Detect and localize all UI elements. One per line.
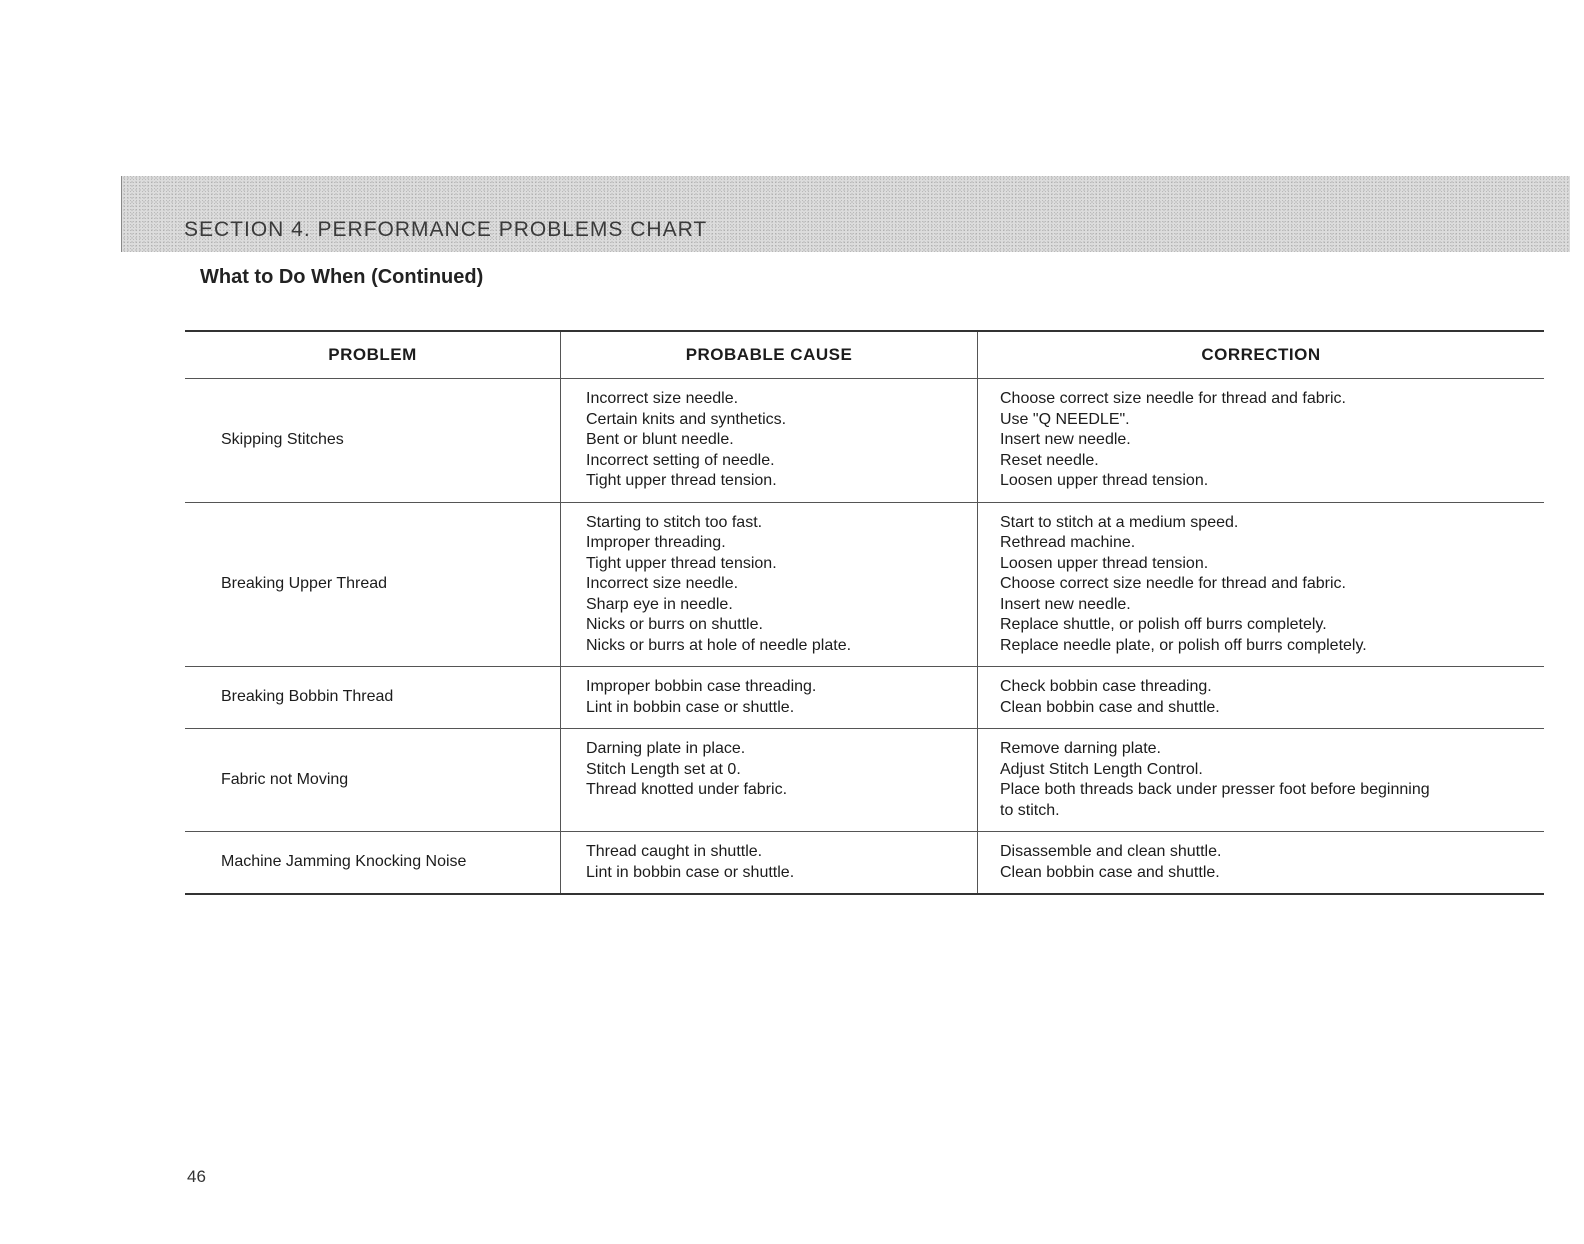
correction-line: Disassemble and clean shuttle. xyxy=(1000,843,1222,860)
cause-line: Incorrect size needle. xyxy=(586,390,739,407)
correction-line: Remove darning plate. xyxy=(1000,740,1161,757)
correction-line: Choose correct size needle for thread and fabric. xyxy=(1000,575,1346,592)
cause-cell xyxy=(560,832,977,893)
header-problem: PROBLEM xyxy=(328,344,417,364)
correction-line: Replace shuttle, or polish off burrs completely. xyxy=(1000,616,1327,633)
correction-line: Rethread machine. xyxy=(1000,534,1136,551)
correction-line: Clean bobbin case and shuttle. xyxy=(1000,863,1220,881)
problem-cell: Machine Jamming Knocking Noise xyxy=(221,853,467,871)
problem-cell: Skipping Stitches xyxy=(221,431,344,448)
cause-line: Lint in bobbin case or shuttle. xyxy=(586,863,795,881)
correction-line: Loosen upper thread tension. xyxy=(1000,472,1209,489)
correction-line: Start to stitch at a medium speed. xyxy=(1000,513,1239,531)
correction-line: Use "Q NEEDLE". xyxy=(1000,410,1130,428)
header-correction: CORRECTION xyxy=(977,332,1544,378)
cause-line: Sharp eye in needle. xyxy=(586,595,733,613)
correction-cell xyxy=(977,379,1544,502)
cause-line: Nicks or burrs at hole of needle plate. xyxy=(586,636,852,654)
correction-cell xyxy=(977,729,1544,831)
correction-cell xyxy=(977,503,1544,667)
cause-line: Certain knits and synthetics. xyxy=(586,410,787,428)
table-header-row xyxy=(185,332,1544,379)
cause-cell xyxy=(560,667,977,728)
problem-cell: Breaking Upper Thread xyxy=(221,575,388,592)
page-number: 46 xyxy=(187,1167,206,1186)
table-row xyxy=(185,503,1544,668)
correction-line: Choose correct size needle for thread and fabric. xyxy=(1000,390,1346,407)
cause-line: Improper bobbin case threading. xyxy=(586,678,817,695)
correction-line: Insert new needle. xyxy=(1000,431,1131,448)
problem-cell: Fabric not Moving xyxy=(221,770,349,788)
section-title: SECTION 4. PERFORMANCE PROBLEMS CHART xyxy=(184,218,708,241)
table-row xyxy=(185,729,1544,832)
correction-cell xyxy=(977,832,1544,893)
cause-cell xyxy=(560,503,977,667)
performance-problems-table xyxy=(185,330,1544,895)
table-row xyxy=(185,832,1544,893)
correction-line: Insert new needle. xyxy=(1000,595,1131,613)
correction-line: Place both threads back under presser foot before beginning xyxy=(1000,781,1430,798)
cause-line: Darning plate in place. xyxy=(586,740,746,757)
cause-line: Improper threading. xyxy=(586,534,726,551)
cause-line: Incorrect size needle. xyxy=(586,575,739,592)
cause-line: Bent or blunt needle. xyxy=(586,431,734,448)
cause-line: Thread caught in shuttle. xyxy=(586,843,763,860)
cause-line: Starting to stitch too fast. xyxy=(586,513,763,531)
cause-line: Thread knotted under fabric. xyxy=(586,781,788,798)
cause-line: Nicks or burrs on shuttle. xyxy=(586,616,763,633)
page-subtitle: What to Do When (Continued) xyxy=(200,266,484,288)
correction-line: Clean bobbin case and shuttle. xyxy=(1000,698,1220,716)
section-banner xyxy=(121,176,1570,252)
cause-cell xyxy=(560,379,977,502)
header-probable-cause: PROBABLE CAUSE xyxy=(560,332,977,378)
correction-line: Check bobbin case threading. xyxy=(1000,678,1212,695)
correction-line: Reset needle. xyxy=(1000,451,1099,469)
correction-line: Loosen upper thread tension. xyxy=(1000,554,1209,572)
correction-line: Adjust Stitch Length Control. xyxy=(1000,760,1203,778)
table-row xyxy=(185,667,1544,729)
cause-line: Incorrect setting of needle. xyxy=(586,451,775,469)
cause-line: Tight upper thread tension. xyxy=(586,554,777,572)
table-row xyxy=(185,379,1544,503)
problem-cell: Breaking Bobbin Thread xyxy=(221,688,394,706)
correction-line: Replace needle plate, or polish off burrs completely. xyxy=(1000,636,1367,654)
cause-line: Tight upper thread tension. xyxy=(586,472,777,489)
cause-line: Stitch Length set at 0. xyxy=(586,760,741,778)
correction-cell xyxy=(977,667,1544,728)
cause-line: Lint in bobbin case or shuttle. xyxy=(586,698,795,716)
correction-line: to stitch. xyxy=(1000,801,1060,819)
cause-cell xyxy=(560,729,977,831)
